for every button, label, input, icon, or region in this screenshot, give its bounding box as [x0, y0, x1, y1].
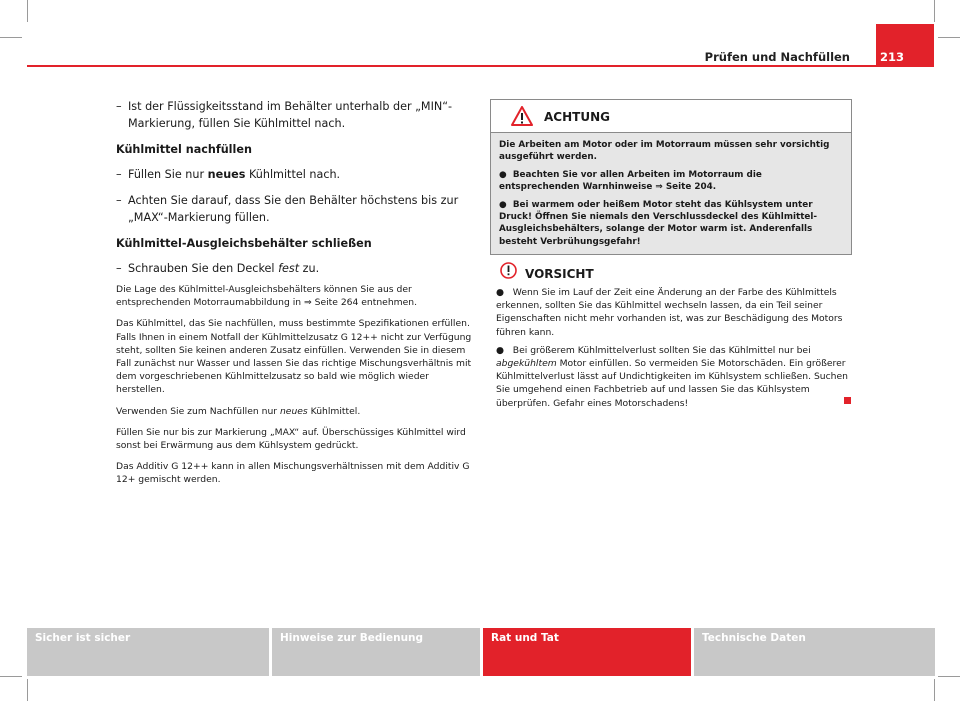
warning-triangle-icon — [511, 106, 533, 126]
caution-bullet: ● Bei größerem Kühlmittelverlust sollten Sie das Kühlmittel nur bei abgekühltem Motor einfüllen. So vermeiden Sie Motorschäden. Ein größerer Kühlmittelverlust lässt auf Undichtigkeiten im Kühlsystem schließen. Suchen Sie umgehend einen Fachbetrieb auf und lassen Sie das Kühlsystem überprüfen. Gefahr eines Motorschadens! — [496, 344, 848, 409]
caution-section — [496, 262, 856, 415]
list-item-text: zu. — [299, 262, 320, 275]
list-item-text: Füllen Sie nur — [128, 168, 208, 181]
paragraph: Die Lage des Kühlmittel-Ausgleichsbehälters können Sie aus der entsprechenden Motorraumabbildung in ⇒ Seite 264 entnehmen. — [116, 284, 418, 309]
page-title: Prüfen und Nachfüllen — [704, 50, 850, 64]
list-item: – Ist der Flüssigkeitsstand im Behälter unterhalb der „MIN“-Markierung, füllen Sie Kühlmittel nach. — [116, 100, 453, 130]
list-item-text: Schrauben Sie den Deckel — [128, 262, 279, 275]
caution-title: VORSICHT — [525, 267, 594, 281]
crop-mark — [938, 676, 960, 677]
list-item: – Achten Sie darauf, dass Sie den Behälter höchstens bis zur „MAX“-Markierung füllen. — [116, 194, 459, 224]
crop-mark — [0, 37, 22, 38]
page-number: 213 — [880, 50, 905, 64]
section-end-marker — [844, 397, 851, 404]
crop-mark — [934, 0, 935, 22]
paragraph: Füllen Sie nur bis zur Markierung „MAX“ auf. Überschüssiges Kühlmittel wird sonst bei Erwärmung aus dem Kühlsystem gedrückt. — [116, 426, 466, 452]
crop-mark — [934, 679, 935, 701]
tab-sicher-ist-sicher[interactable]: Sicher ist sicher — [27, 628, 269, 676]
paragraph: Das Additiv G 12++ kann in allen Mischungsverhältnissen mit dem Additiv G 12+ gemischt werden. — [116, 461, 470, 486]
warning-bullet: ● Bei warmem oder heißem Motor steht das Kühlsystem unter Druck! Öffnen Sie niemals den Verschlussdeckel des Kühlmittel-Ausgleichsbehälters, solange der Motor warm ist. Anderenfalls besteht Verbrühungsgefahr! — [499, 199, 818, 247]
crop-mark — [0, 676, 22, 677]
paragraph: Verwenden Sie zum Nachfüllen nur neues Kühlmittel. — [116, 405, 361, 417]
emphasis-text: fest — [278, 262, 300, 275]
left-column — [98, 98, 478, 495]
list-item-text: Ist der Flüssigkeitsstand im Behälter unterhalb der „MIN“-Markierung, füllen Sie Kühlmittel nach. — [128, 100, 453, 130]
list-item: – Schrauben Sie den Deckel fest zu. — [116, 262, 320, 275]
footer-tabs — [27, 628, 935, 676]
emphasis-text: neues — [207, 168, 246, 181]
caution-circle-icon — [500, 262, 517, 279]
caution-header — [496, 262, 856, 286]
crop-mark — [938, 37, 960, 38]
warning-body — [491, 133, 851, 254]
tab-hinweise-zur-bedienung[interactable]: Hinweise zur Bedienung — [272, 628, 480, 676]
caution-bullet: ● Wenn Sie im Lauf der Zeit eine Änderung an der Farbe des Kühlmittels erkennen, sollten Sie das Kühlmittel wechseln lassen, da ein Teil seiner Eigenschaften nicht mehr vorhanden ist, was zur Beschädigung des Motors führen kann. — [496, 287, 843, 338]
crop-mark — [27, 0, 28, 22]
tab-rat-und-tat[interactable]: Rat und Tat — [483, 628, 691, 676]
warning-box — [490, 99, 852, 255]
crop-mark — [27, 679, 28, 701]
warning-header — [491, 100, 851, 133]
header-rule — [27, 65, 934, 67]
section-heading: Kühlmittel nachfüllen — [116, 143, 252, 156]
warning-title: ACHTUNG — [544, 110, 610, 124]
list-item-text: Achten Sie darauf, dass Sie den Behälter höchstens bis zur „MAX“-Markierung füllen. — [128, 194, 459, 224]
tab-technische-daten[interactable]: Technische Daten — [694, 628, 935, 676]
section-heading: Kühlmittel-Ausgleichsbehälter schließen — [116, 237, 372, 250]
list-item: – Füllen Sie nur neues Kühlmittel nach. — [116, 168, 341, 181]
warning-bullet: ● Beachten Sie vor allen Arbeiten im Motorraum die entsprechenden Warnhinweise ⇒ Seite 204. — [499, 169, 762, 193]
paragraph: Das Kühlmittel, das Sie nachfüllen, muss bestimmte Spezifikationen erfüllen. Falls Ihnen in einem Notfall der Kühlmittelzusatz G 12++ nicht zur Verfügung steht, sollten Sie keinen anderen Zusatz einfüllen. Verwenden Sie in diesem Fall zunächst nur Wasser und lassen Sie das richtige Mischungsverhältnis mit dem vorgeschriebenen Kühlmittelzusatz so bald wie möglich wieder herstellen. — [116, 318, 472, 396]
list-item-text: Kühlmittel nach. — [245, 168, 341, 181]
warning-intro: Die Arbeiten am Motor oder im Motorraum müssen sehr vorsichtig ausgeführt werden. — [499, 140, 830, 163]
